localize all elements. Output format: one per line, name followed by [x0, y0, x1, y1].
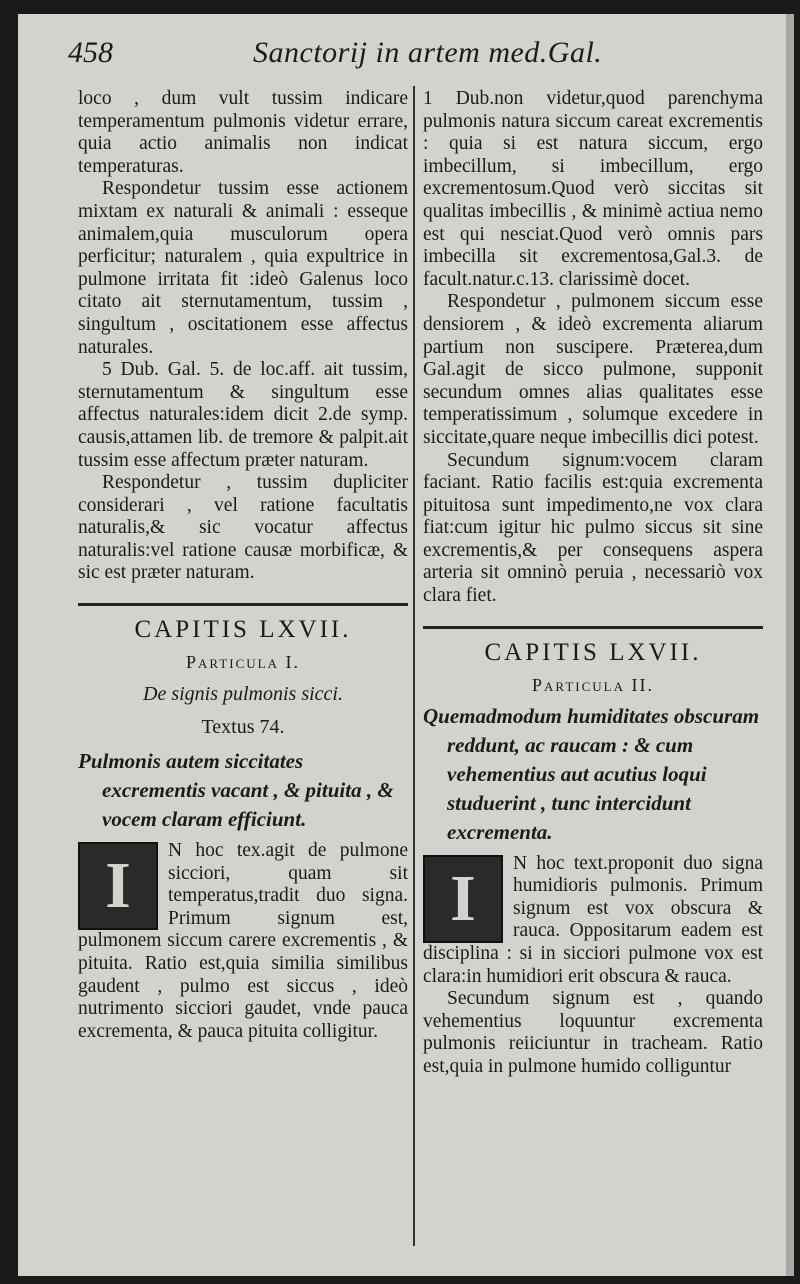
left-paragraph-2: Respondetur tussim esse actionem mixtam ex naturali & animali : esseque animalem,quia musculorum opera perficitur; naturalem , quia expultrice in pulmone irritata fit :ideò Galenus loco citato ait sternutamentum, tussim , singultum , oscitationem esse affectus naturales. — [78, 178, 408, 358]
lemma-text: Pulmonis autem siccitates excrementis vacant , & pituita , & vocem claram efficiunt. — [78, 749, 394, 832]
section-subtitle: De signis pulmonis sicci. — [143, 683, 343, 706]
lemma-text: Quemadmodum humiditates obscuram reddunt, ac raucam : & cum vehementius aut acutius loqui studuerint , tunc intercidunt excrementa. — [423, 703, 760, 844]
chapter-heading: CAPITIS LXVII. — [484, 638, 702, 666]
section-rule — [78, 603, 408, 606]
particula-heading: Particula I. — [186, 652, 300, 673]
particula-heading: Particula II. — [532, 674, 654, 695]
column-divider — [413, 86, 415, 1246]
left-column — [78, 88, 408, 1043]
initial-letter: I — [450, 861, 476, 935]
section-rule — [423, 626, 763, 629]
decorated-initial — [78, 842, 158, 930]
right-column — [423, 88, 763, 1079]
page-header — [68, 36, 764, 76]
right-paragraph-3: Secundum signum:vocem claram faciant. Ratio facilis est:quia excrementa pituitosa sunt impedimento,ne vox clara fiat:cum igitur hic pulmo siccus sit sine excrementis,& per consequens aspera arteria sit omninò peruia , necessariò vox clara fiet. — [423, 449, 763, 607]
decorated-initial — [423, 855, 503, 943]
page-number: 458 — [68, 36, 113, 69]
textus-label: Textus 74. — [201, 716, 285, 739]
page-edge — [786, 14, 794, 1276]
left-paragraph-3: 5 Dub. Gal. 5. de loc.aff. ait tussim, sternutamentum & singultum esse affectus naturales:idem dicit 2.de symp. causis,attamen lib. de tremore & palpit.ait tussim esse affectum præter naturam. — [78, 359, 408, 471]
left-paragraph-1: loco , dum vult tussim indicare temperamentum pulmonis videtur errare, quia actio animalis non indicat temperaturas. — [78, 88, 408, 177]
right-paragraph-2: Respondetur , pulmonem siccum esse densiorem , & ideò excrementa aliarum partium non suscipere. Præterea,dum Gal.agit de sicco pulmone, supponit secundum omnes alias qualitates esse temperatissimum , solumque excedere in siccitate,quare neque imbecillis dici potest. — [423, 291, 763, 448]
left-paragraph-5: N hoc tex.agit de pulmone sicciori, quam sit temperatus,tradit duo signa. Primum signum est, pulmonem siccum carere excrementis , & pituita. Ratio est,quia similia similibus gaudent , pulmo est siccus , ideò nutrimento sicciori gaudet, vnde pauca excrementa, & pauca pituita colligitur. — [78, 840, 408, 1042]
chapter-heading: CAPITIS LXVII. — [134, 616, 352, 644]
right-paragraph-5: Secundum signum est , quando vehementius loquuntur excrementa pulmonis reiiciuntur in tracheam. Ratio est,quia in pulmone humido colliguntur — [423, 988, 763, 1077]
initial-letter: I — [105, 849, 131, 923]
running-head: Sanctorij in artem med.Gal. — [253, 36, 603, 69]
right-paragraph-1: 1 Dub.non videtur,quod parenchyma pulmonis natura siccum careat excrementis : quia si est natura siccum, ergo imbecillum, si imbecillum, ergo excrementosum.Quod verò siccitas sit qualitas imbecillis , & minimè actiua nemo est qui nesciat.Quod verò omnis pars imbecilla sit excrementosa,Gal.3. de facult.natur.c.13. clarissimè docet. — [423, 88, 763, 290]
left-paragraph-4: Respondetur , tussim dupliciter considerari , vel ratione facultatis naturalis,& sic vocatur affectus naturalis:vel ratione causæ morbificæ, & sic est præter naturam. — [78, 472, 408, 584]
right-paragraph-4: N hoc text.proponit duo signa humidioris pulmonis. Primum signum est vox obscura & rauca. Oppositarum eadem est disciplina : si in sicciori pulmone vox est clara:in humidiori erit obscura & rauca. — [423, 852, 763, 987]
book-page — [18, 14, 794, 1276]
